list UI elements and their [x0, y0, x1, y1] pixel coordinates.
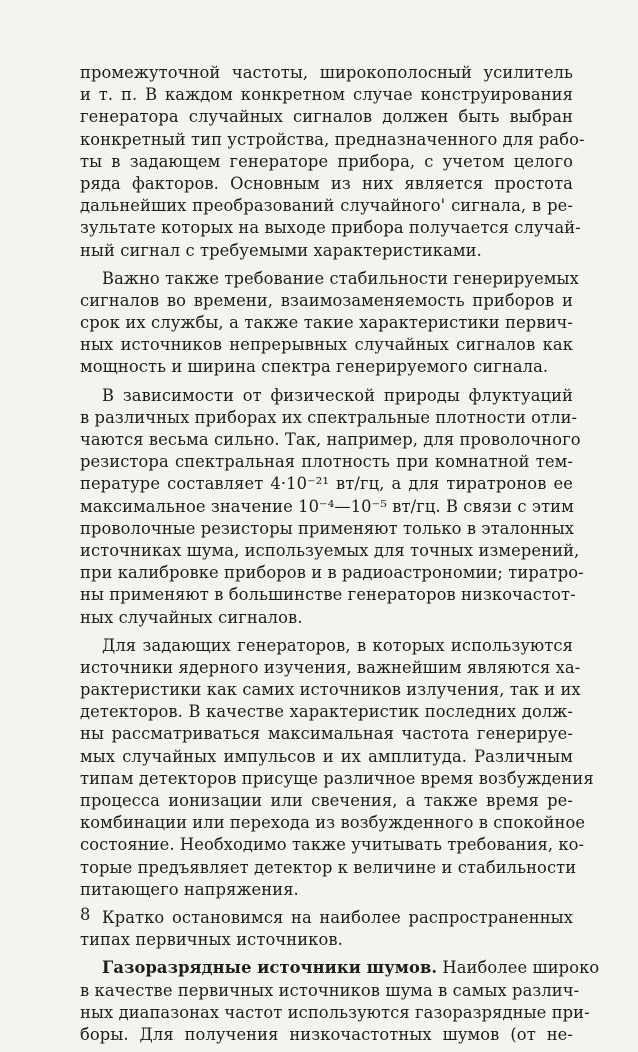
- text-line: пературе составляет 4·10⁻²¹ вт/гц, а для тиратронов ее: [80, 474, 573, 494]
- text-line: сигналов во времени, взаимозаменяемость приборов и: [80, 290, 573, 310]
- text-line: и т. п. В каждом конкретном случае конструирования: [80, 85, 573, 105]
- text-line: источниках шума, используемых для точных измерений,: [80, 540, 580, 560]
- text-line: боры. Для получения низкочастотных шумов (от не-: [80, 1024, 573, 1044]
- text-line: Кратко остановимся на наиболее распространенных: [102, 907, 573, 927]
- text-line: чаются весьма сильно. Так, например, для проволочного: [80, 430, 581, 449]
- text-line: ны рассматриваться максимальная частота генерируе-: [80, 724, 573, 744]
- text-line: ный сигнал с требуемыми характеристиками.: [80, 240, 482, 260]
- text-line: мощность и ширина спектра генерируемого сигнала.: [80, 357, 549, 377]
- text-line: конкретный тип устройства, предназначенного для рабо-: [80, 129, 585, 149]
- text-line: дальнейших преобразований случайного' сигнала, в ре-: [80, 196, 573, 216]
- text-line: питающего напряжения.: [80, 879, 299, 899]
- text-line: процесса ионизации или свечения, а также время ре-: [80, 791, 573, 810]
- text-line: комбинации или перехода из возбужденного в спокойное: [80, 813, 586, 833]
- text-line-with-heading: [80, 957, 600, 979]
- text-line: Важно также требование стабильности генерируемых: [102, 268, 579, 288]
- text-line: генератора случайных сигналов должен быть выбран: [80, 107, 573, 127]
- text-line: ных диапазонах частот используются газоразрядные при-: [80, 1002, 590, 1022]
- paragraph-5: [80, 907, 573, 951]
- text-line: рактеристики как самих источников излучения, так и их: [80, 680, 581, 700]
- text-line: срок их службы, а также такие характеристики первич-: [80, 313, 573, 333]
- text-line: ных случайных сигналов.: [80, 607, 303, 627]
- paragraph-3: [80, 385, 584, 629]
- paragraph-2: [80, 268, 579, 379]
- text-line: детекторов. В качестве характеристик последних долж-: [80, 702, 573, 722]
- text-line: резистора спектральная плотность при комнатной тем-: [80, 452, 573, 472]
- document-body: [80, 62, 600, 1052]
- section-heading: Газоразрядные источники шумов.: [102, 958, 438, 978]
- text-line: ряда факторов. Основным из них является простота: [80, 173, 573, 193]
- text-line: Для задающих генераторов, в которых используются: [102, 635, 573, 655]
- text-line: В зависимости от физической природы флуктуаций: [102, 385, 573, 405]
- text-line: максимальное значение 10⁻⁴—10⁻⁵ вт/гц. В связи с этим: [80, 496, 574, 516]
- paragraph-4: [80, 635, 594, 901]
- text-line: ны применяют в большинстве генераторов низкочастот-: [80, 585, 576, 605]
- text-line: типах первичных источников.: [80, 930, 343, 950]
- text-line: торые предъявляет детектор к величине и стабильности: [80, 857, 577, 877]
- paragraph-1: [80, 62, 585, 262]
- text-line: при калибровке приборов и в радиоастрономии; тиратро-: [80, 563, 584, 583]
- text-line: промежуточной частоты, широкополосный усилитель: [80, 63, 573, 82]
- text-line: проволочные резисторы применяют только в эталонных: [80, 518, 575, 538]
- text-line: мых случайных импульсов и их амплитуда. Различным: [80, 746, 573, 766]
- paragraph-6: [80, 957, 600, 1046]
- text-line: в различных приборах их спектральные плотности отли-: [80, 407, 578, 427]
- text-line: типам детекторов присуще различное время возбуждения: [80, 768, 594, 788]
- text-line: в качестве первичных источников шума в самых различ-: [80, 980, 580, 1000]
- text-line: ты в задающем генераторе прибора, с учетом целого: [80, 151, 573, 171]
- page-number: 8: [80, 905, 91, 924]
- text-line: источники ядерного изучения, важнейшим являются ха-: [80, 657, 581, 677]
- text-run: Наиболее широко: [437, 958, 600, 978]
- text-line: зультате которых на выходе прибора получается случай-: [80, 218, 581, 238]
- text-line: состояние. Необходимо также учитывать требования, ко-: [80, 835, 585, 855]
- text-line: ных источников непрерывных случайных сигналов как: [80, 335, 573, 355]
